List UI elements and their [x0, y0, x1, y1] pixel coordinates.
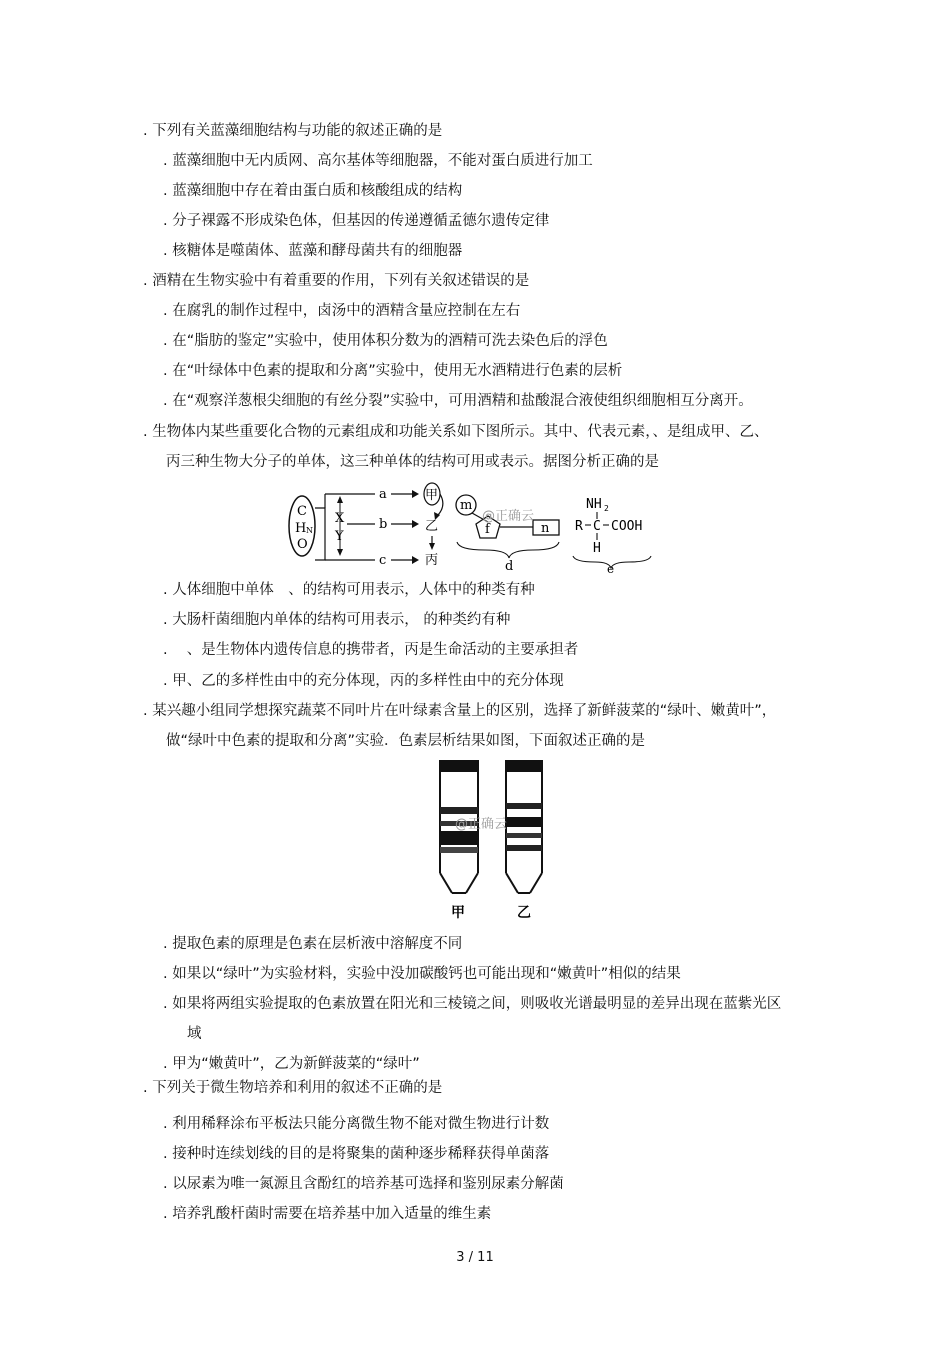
aa-cooh: COOH	[611, 519, 643, 534]
element-o: O	[297, 537, 308, 552]
q4-option-c: . 如果将两组实验提取的色素放置在阳光和三棱镜之间，则吸收光谱最明显的差异出现在蓝紫光区	[163, 996, 782, 1012]
element-n: N	[306, 526, 313, 535]
arrow-label-a: a	[379, 487, 387, 502]
watermark-2: @正确云	[455, 817, 508, 832]
q5-option-b: . 接种时连续划线的目的是将聚集的菌种逐步稀释获得单菌落	[163, 1146, 550, 1162]
nucleotide-m: m	[460, 498, 473, 513]
question-5-stem: . 下列关于微生物培养和利用的叙述不正确的是	[143, 1080, 443, 1096]
question-4-stem: . 某兴趣小组同学想探究蔬菜不同叶片在叶绿素含量上的区别，选择了新鲜菠菜的“绿叶、嫩黄叶”，	[143, 703, 777, 719]
page-number: 3 / 11	[456, 1250, 494, 1265]
nucleotide-d-label: d	[505, 559, 514, 574]
aa-nh2: NH	[586, 497, 602, 512]
amino-acid-e-label: e	[607, 562, 615, 575]
product-yi: 乙	[425, 519, 439, 534]
q1-option-c: . 分子裸露不形成染色体，但基因的传递遵循孟德尔遗传定律	[163, 213, 550, 229]
q3-option-c: . 、是生物体内遗传信息的携带者，丙是生命活动的主要承担者	[163, 642, 579, 658]
q4-option-c-cont: 域	[187, 1026, 202, 1042]
q4-option-a: . 提取色素的原理是色素在层析液中溶解度不同	[163, 936, 463, 952]
arrow-label-b: b	[379, 517, 388, 532]
aa-h: H	[593, 541, 601, 556]
aa-nh2-sub: 2	[604, 504, 609, 513]
product-bing: 丙	[425, 553, 439, 568]
aa-c: C	[593, 519, 601, 534]
q1-option-a: . 蓝藻细胞中无内质网、高尔基体等细胞器，不能对蛋白质进行加工	[163, 153, 593, 169]
label-y: Y	[335, 529, 344, 544]
q2-option-a: . 在腐乳的制作过程中，卤汤中的酒精含量应控制在左右	[163, 303, 521, 319]
q4-option-b: . 如果以“绿叶”为实验材料，实验中没加碳酸钙也可能出现和“嫩黄叶”相似的结果	[163, 966, 681, 982]
question-3-stem-cont: 丙三种生物大分子的单体，这三种单体的结构可用或表示。据图分析正确的是	[166, 454, 659, 470]
watermark-1: @正确云	[482, 509, 535, 524]
q4-option-d: . 甲为“嫩黄叶”，乙为新鲜菠菜的“绿叶”	[163, 1056, 420, 1072]
nucleotide-n: n	[541, 521, 550, 536]
q1-option-d: . 核糖体是噬菌体、蓝藻和酵母菌共有的细胞器	[163, 243, 463, 259]
arrow-label-c: c	[379, 553, 387, 568]
q3-option-b: . 大肠杆菌细胞内单体的结构可用表示， 的种类约有种	[163, 612, 511, 628]
q3-option-a: . 人体细胞中单体 、的结构可用表示，人体中的种类有种	[163, 582, 535, 598]
product-jia: 甲	[425, 488, 439, 503]
aa-r: R	[575, 519, 583, 534]
q5-option-d: . 培养乳酸杆菌时需要在培养基中加入适量的维生素	[163, 1206, 492, 1222]
element-h: H	[295, 521, 307, 536]
q2-option-c: . 在“叶绿体中色素的提取和分离”实验中，使用无水酒精进行色素的层析	[163, 363, 623, 379]
question-2-stem: . 酒精在生物实验中有着重要的作用，下列有关叙述错误的是	[143, 273, 530, 289]
element-c: C	[297, 504, 307, 519]
strip-label-jia: 甲	[451, 905, 465, 921]
question-3-stem: . 生物体内某些重要化合物的元素组成和功能关系如下图所示。其中、代表元素，、是组成甲、乙、	[143, 424, 769, 440]
q2-option-d: . 在“观察洋葱根尖细胞的有丝分裂”实验中，可用酒精和盐酸混合液使组织细胞相互分离开。	[163, 393, 753, 409]
biomolecule-diagram	[285, 480, 675, 575]
strip-yi	[506, 760, 542, 893]
question-4-stem-cont: 做“绿叶中色素的提取和分离”实验．色素层析结果如图，下面叙述正确的是	[166, 733, 646, 749]
q2-option-b: . 在“脂肪的鉴定”实验中，使用体积分数为的酒精可洗去染色后的浮色	[163, 333, 608, 349]
q5-option-c: . 以尿素为唯一氮源且含酚红的培养基可选择和鉴别尿素分解菌	[163, 1176, 564, 1192]
q1-option-b: . 蓝藻细胞中存在着由蛋白质和核酸组成的结构	[163, 183, 463, 199]
q5-option-a: . 利用稀释涂布平板法只能分离微生物不能对微生物进行计数	[163, 1116, 550, 1132]
label-x: X	[335, 511, 345, 526]
chromatography-strips-figure	[430, 755, 550, 925]
question-1-stem: . 下列有关蓝藻细胞结构与功能的叙述正确的是	[143, 123, 443, 139]
q3-option-d: . 甲、乙的多样性由中的充分体现，丙的多样性由中的充分体现	[163, 673, 564, 689]
nucleotide-f: f	[485, 522, 490, 537]
strip-label-yi: 乙	[517, 905, 531, 921]
